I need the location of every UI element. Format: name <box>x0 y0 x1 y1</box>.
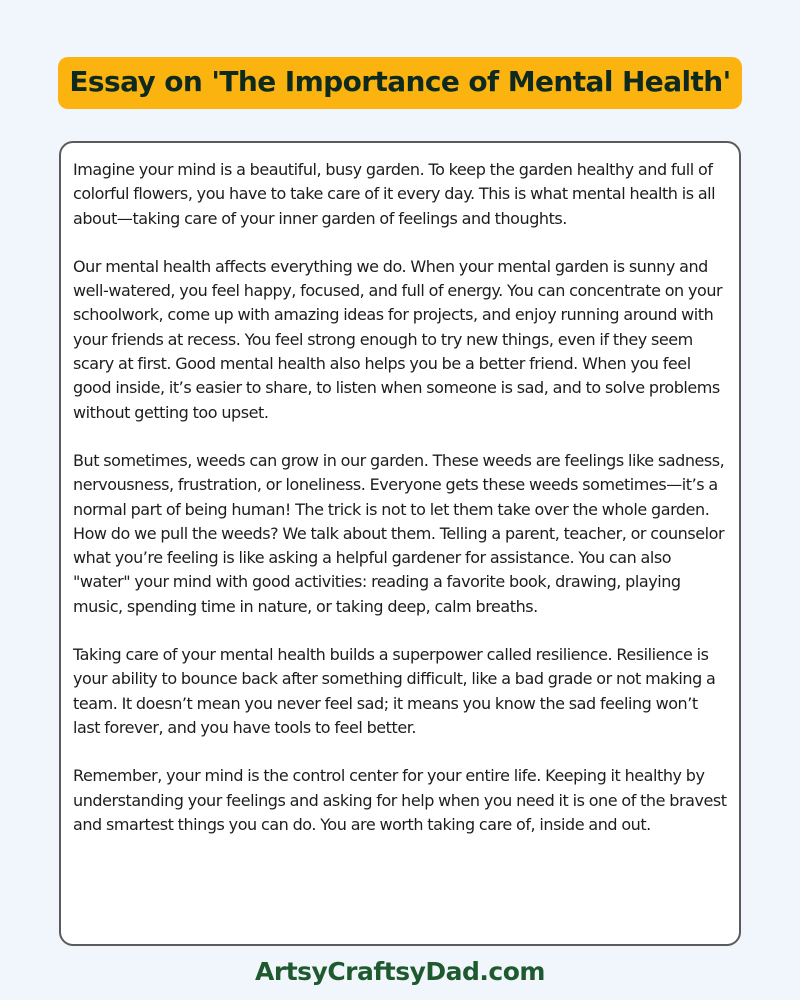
footer-brand: ArtsyCraftsyDad.com <box>255 957 545 986</box>
essay-paragraph-1: Imagine your mind is a beautiful, busy garden. To keep the garden healthy and full of colorful flowers, you have to take care of it every day. This is what mental health is all about—taking care of your inner garden of feelings and thoughts. <box>73 160 716 228</box>
essay-paragraph-3: But sometimes, weeds can grow in our garden. These weeds are feelings like sadness, nervousness, frustration, or loneliness. Everyone gets these weeds sometimes—it’s a normal part of being human! The trick is not to let them take over the whole garden. How do we pull the weeds? We talk about them. Telling a parent, teacher, or counselor what you’re feeling is like asking a helpful gardener for assistance. You can also "water" your mind with good activities: reading a favorite book, drawing, playing music, spending time in nature, or taking deep, calm breaths. <box>73 450 725 616</box>
essay-paragraph-5: Remember, your mind is the control center for your entire life. Keeping it healthy by understanding your feelings and asking for help when you need it is one of the bravest and smartest things you can do. You are worth taking care of, inside and out. <box>73 766 727 834</box>
essay-container <box>59 141 741 946</box>
essay-paragraph-2: Our mental health affects everything we do. When your mental garden is sunny and well-watered, you feel happy, focused, and full of energy. You can concentrate on your schoolwork, come up with amazing ideas for projects, and enjoy running around with your friends at recess. You feel strong enough to try new things, even if they seem scary at first. Good mental health also helps you be a better friend. When you feel good inside, it’s easier to share, to listen when someone is sad, and to solve problems without getting too upset. <box>73 256 723 422</box>
title-wrapper <box>0 57 800 109</box>
essay-paragraph-4: Taking care of your mental health builds a superpower called resilience. Resilience is your ability to bounce back after something difficult, like a bad grade or not making a team. It doesn’t mean you never feel sad; it means you know the sad feeling won’t last forever, and you have tools to feel better. <box>73 645 716 737</box>
essay-title: Essay on 'The Importance of Mental Health' <box>58 57 741 109</box>
